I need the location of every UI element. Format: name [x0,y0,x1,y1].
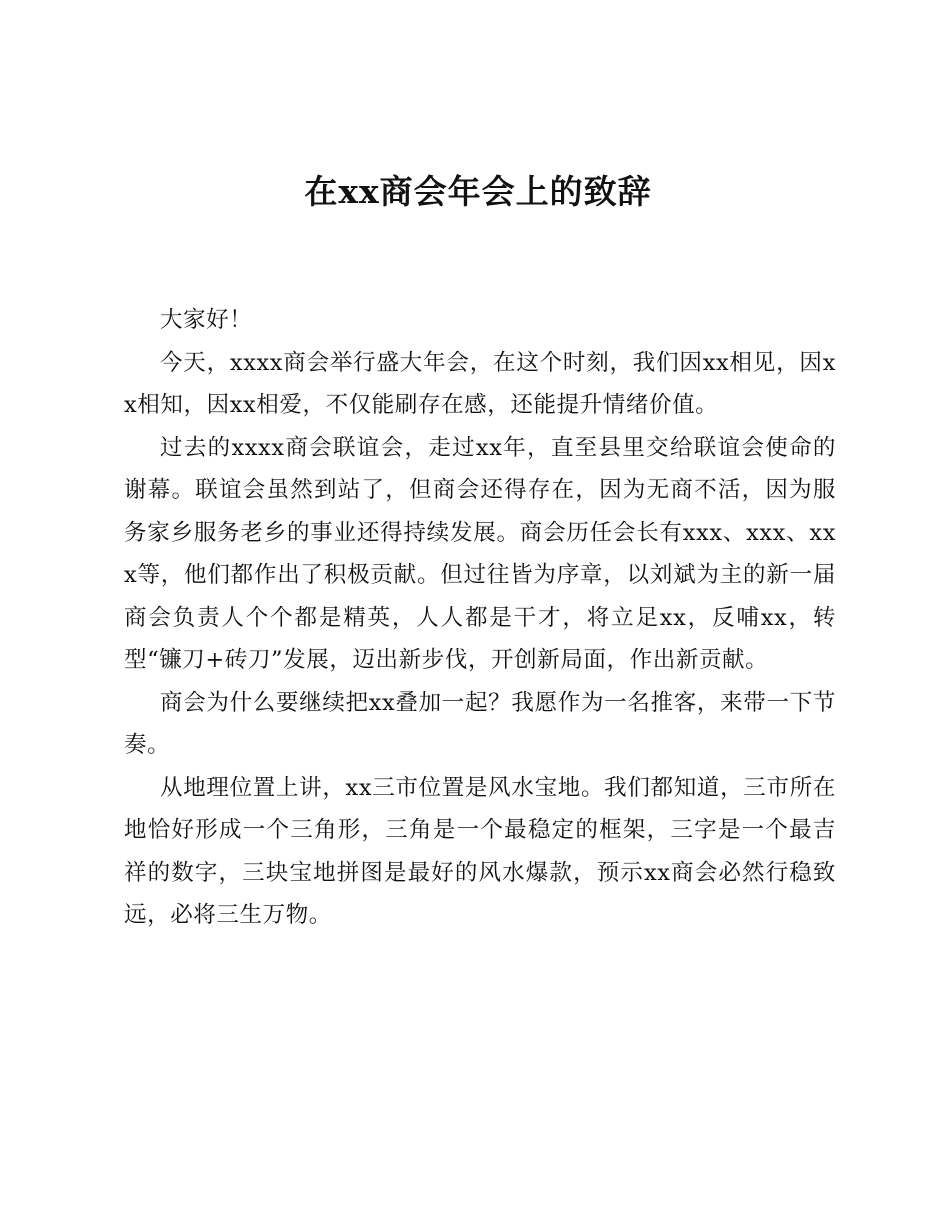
paragraph-history: 过去的xxxx商会联谊会，走过xx年，直至县里交给联谊会使命的谢幕。联谊会虽然到站了，但商会还得存在，因为无商不活，因为服务家乡服务老乡的事业还得持续发展。商会历任会长有xxx、xxx、xxx等，他们都作出了积极贡献。但过往皆为序章，以刘斌为主的新一届商会负责人个个都是精英，人人都是干才，将立足xx，反哺xx，转型“镰刀+砖刀”发展，迈出新步伐，开创新局面，作出新贡献。 [124,434,836,673]
paragraph-greeting: 大家好！ [160,307,253,333]
paragraph-opening: 今天，xxxx商会举行盛大年会，在这个时刻，我们因xx相见，因xx相知，因xx相爱，不仅能刷存在感，还能提升情绪价值。 [124,349,836,418]
paragraph-geography: 从地理位置上讲，xx三市位置是风水宝地。我们都知道，三市所在地恰好形成一个三角形，三角是一个最稳定的框架，三字是一个最吉祥的数字，三块宝地拼图是最好的风水爆款，预示xx商会必然行稳致远，必将三生万物。 [124,774,836,928]
document-body [124,299,836,937]
document-title: 在xx商会年会上的致辞 [304,172,652,211]
paragraph-question: 商会为什么要继续把xx叠加一起？我愿作为一名推客，来带一下节奏。 [124,689,836,758]
